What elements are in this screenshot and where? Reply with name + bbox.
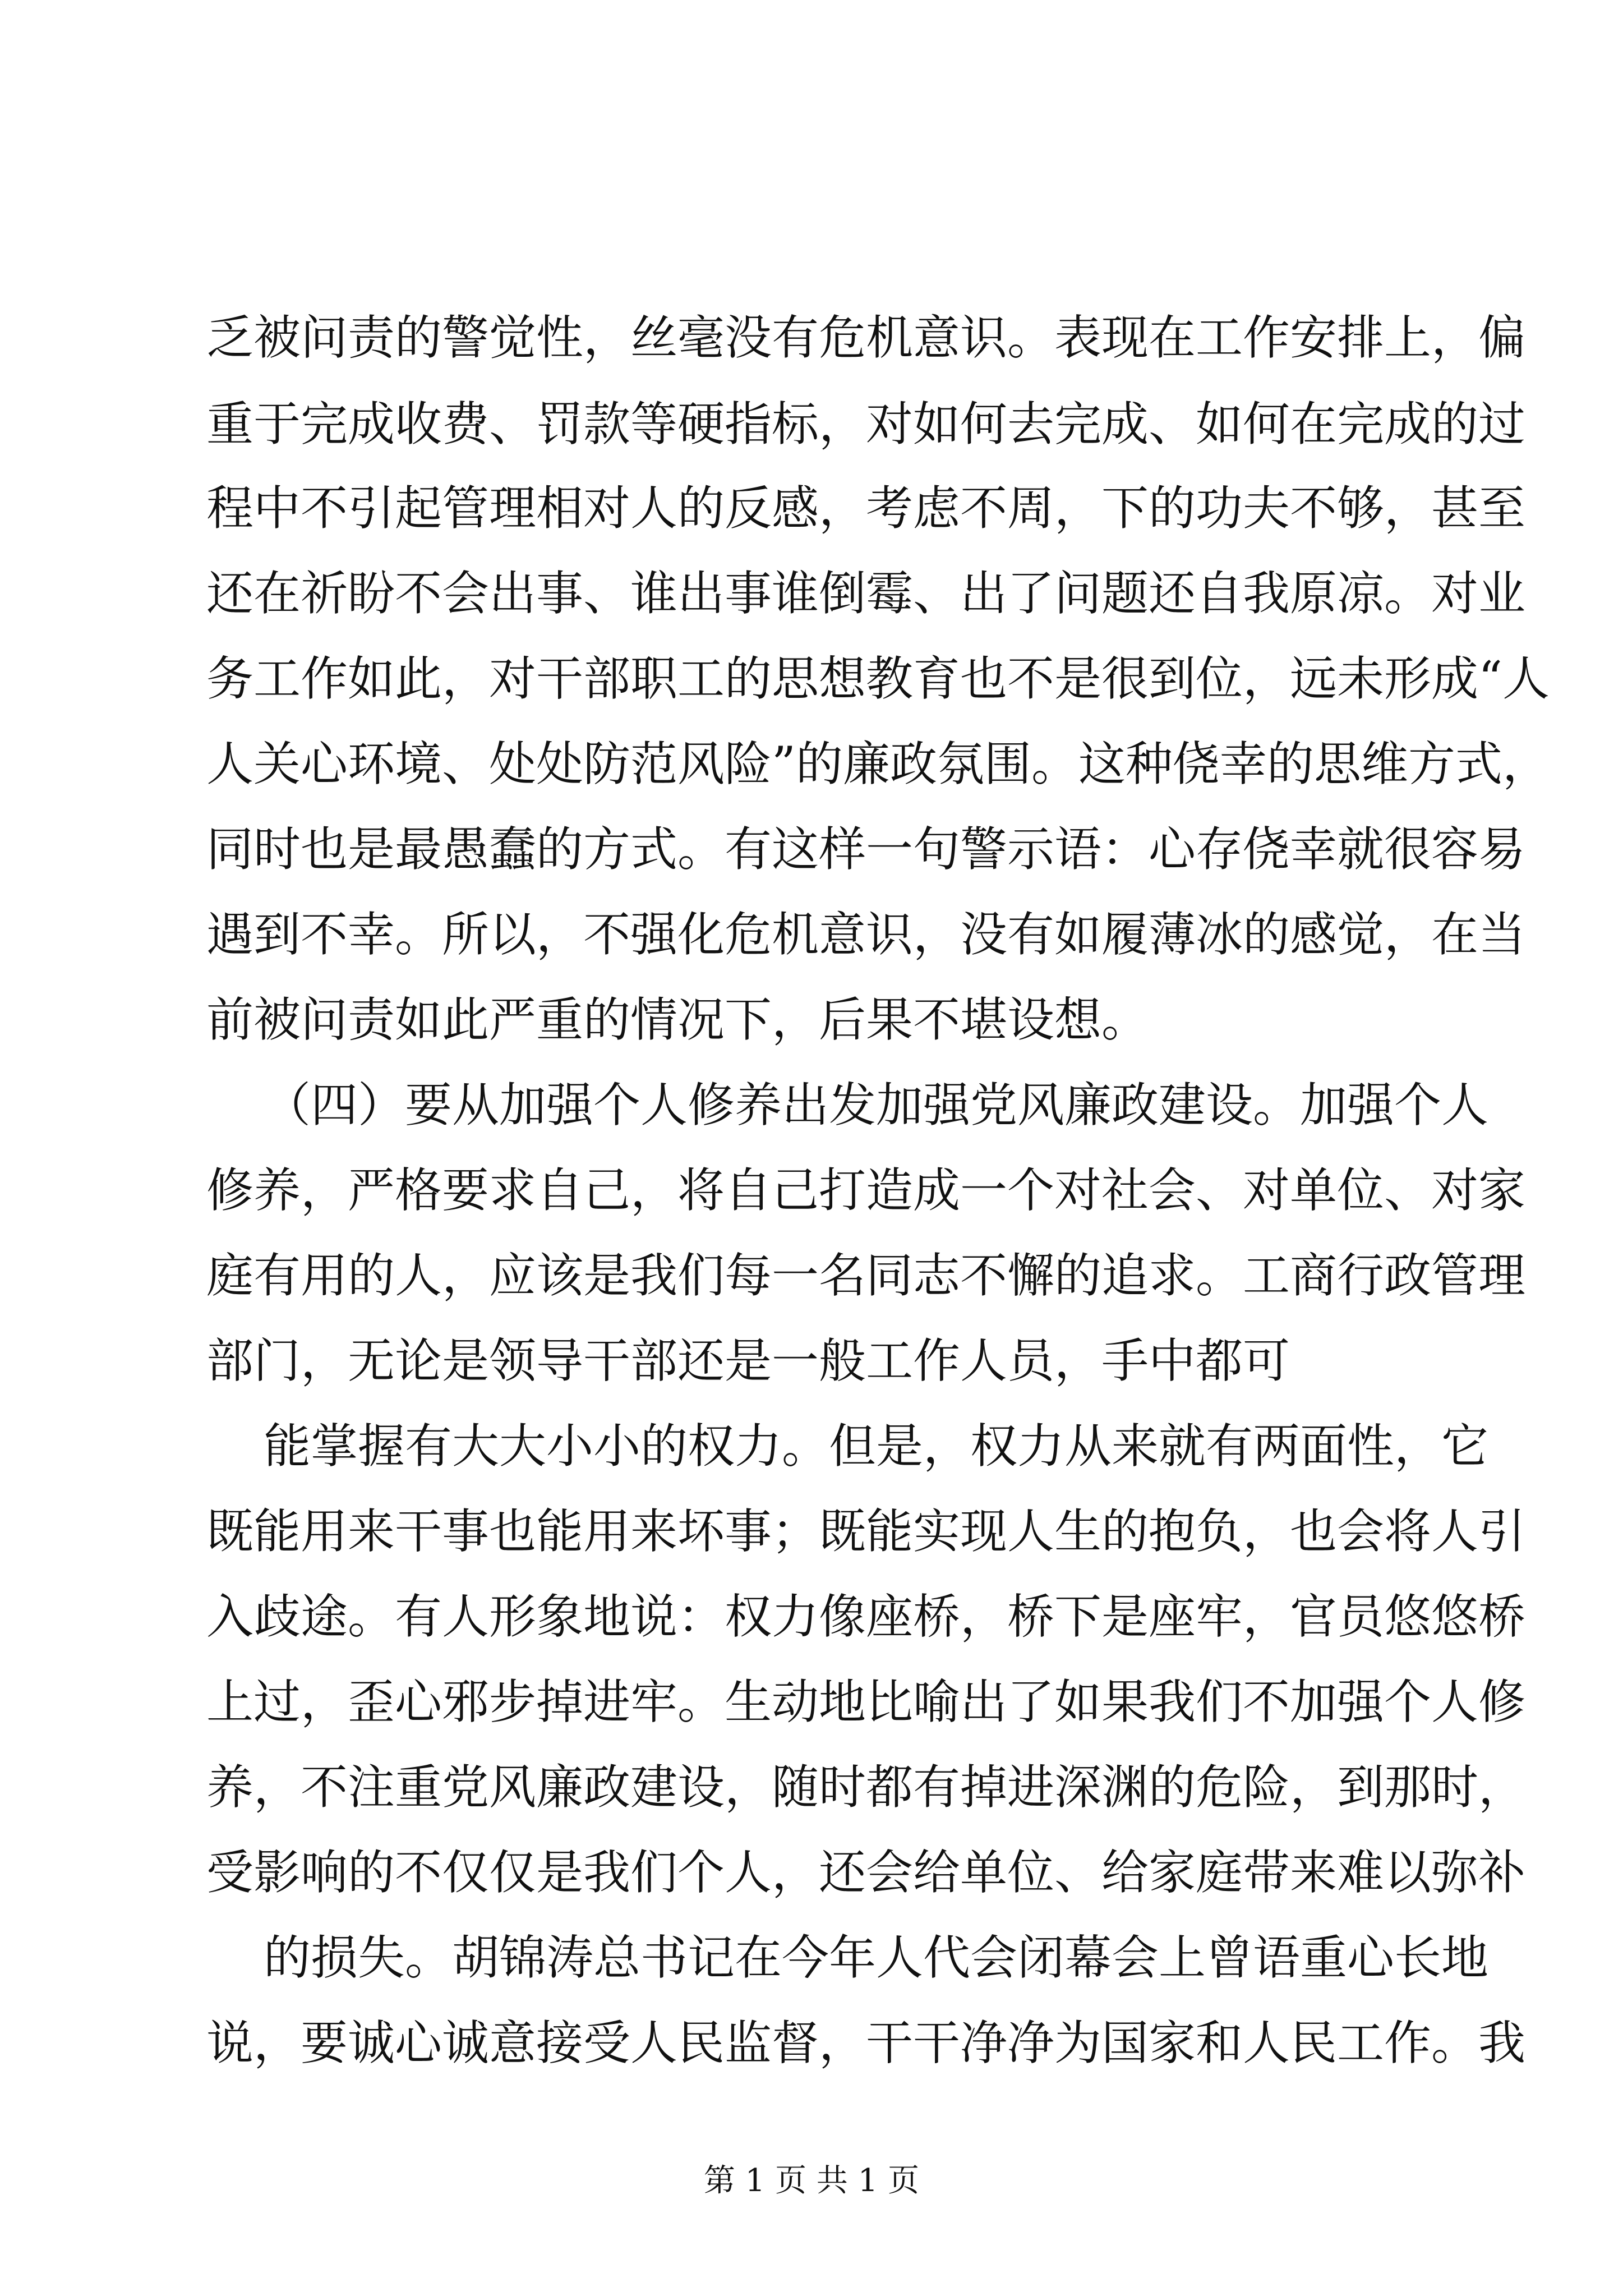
body-line-6: 人关心环境、处处防范风险”的廉政氛围。这种侥幸的思维方式， [206, 737, 1550, 792]
body-line-9: 前被问责如此严重的情况下，后果不堪设想。 [206, 992, 1149, 1047]
body-line-3: 程中不引起管理相对人的反感，考虑不周，下的功夫不够，甚至 [206, 481, 1526, 536]
body-line-4: 还在祈盼不会出事、谁出事谁倒霉、出了问题还自我原凉。对业 [206, 566, 1526, 621]
body-line-2: 重于完成收费、罚款等硬指标，对如何去完成、如何在完成的过 [206, 397, 1526, 452]
body-line-11: 修养，严格要求自己，将自己打造成一个对社会、对单位、对家 [206, 1163, 1526, 1218]
body-line-20: 的损失。胡锦涛总书记在今年人代会闭幕会上曾语重心长地 [264, 1930, 1489, 1985]
page-number-footer: 第 1 页 共 1 页 [703, 2162, 920, 2199]
body-line-18: 养，不注重党风廉政建设，随时都有掉进深渊的危险，到那时， [206, 1760, 1526, 1815]
body-line-15: 既能用来干事也能用来坏事；既能实现人生的抱负，也会将人引 [206, 1504, 1526, 1559]
body-line-1: 乏被问责的警觉性，丝毫没有危机意识。表现在工作安排上，偏 [206, 310, 1526, 365]
body-line-16: 入歧途。有人形象地说：权力像座桥，桥下是座牢，官员悠悠桥 [206, 1589, 1526, 1644]
body-line-17: 上过，歪心邪步掉进牢。生动地比喻出了如果我们不加强个人修 [206, 1674, 1526, 1729]
body-line-19: 受影响的不仅仅是我们个人，还会给单位、给家庭带来难以弥补 [206, 1845, 1526, 1900]
body-line-12: 庭有用的人，应该是我们每一名同志不懈的追求。工商行政管理 [206, 1248, 1526, 1303]
body-line-7: 同时也是最愚蠢的方式。有这样一句警示语：心存侥幸就很容易 [206, 822, 1526, 877]
body-line-21: 说，要诚心诚意接受人民监督，干干净净为国家和人民工作。我 [206, 2016, 1526, 2070]
body-line-8: 遇到不幸。所以，不强化危机意识，没有如履薄冰的感觉，在当 [206, 907, 1526, 962]
section-heading-line: （四）要从加强个人修养出发加强党风廉政建设。加强个人 [264, 1078, 1489, 1133]
body-line-5: 务工作如此，对干部职工的思想教育也不是很到位，远未形成“人 [206, 651, 1550, 706]
body-line-13: 部门，无论是领导干部还是一般工作人员，手中都可 [206, 1333, 1290, 1388]
body-line-14: 能掌握有大大小小的权力。但是，权力从来就有两面性，它 [264, 1419, 1489, 1474]
